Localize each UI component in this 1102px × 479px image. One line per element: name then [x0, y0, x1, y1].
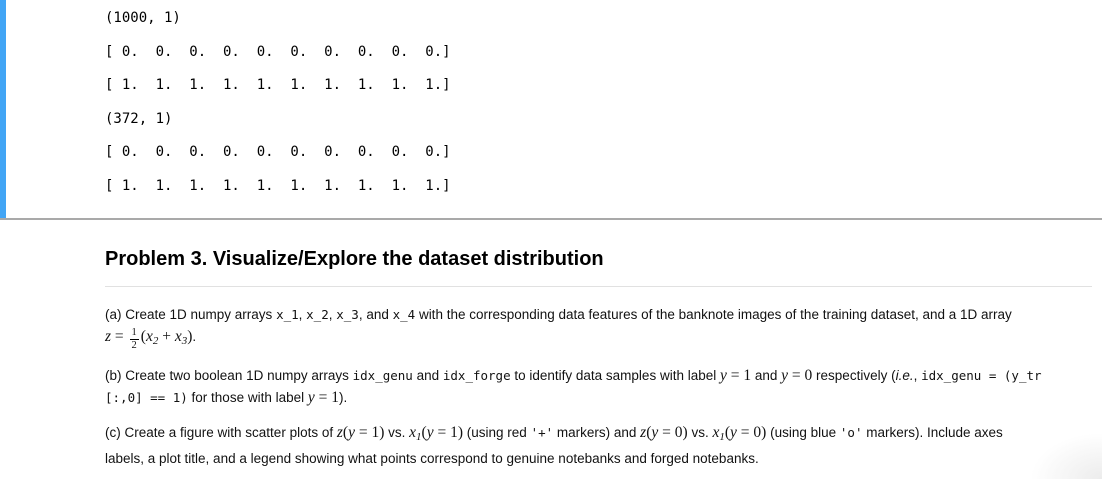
text-run: (using red [463, 425, 531, 440]
text-run: , [298, 307, 307, 322]
output-line: [ 0. 0. 0. 0. 0. 0. 0. 0. 0. 0.] [105, 43, 451, 60]
text-run: for those with label [187, 390, 308, 405]
text-run: (c) Create a figure with scatter plots of [105, 425, 337, 440]
inline-code-run: '+' [530, 425, 554, 440]
paragraph-c [105, 422, 1092, 470]
text-run: (b) Create two boolean 1D numpy arrays [105, 368, 353, 383]
math-run: x1(y = 0) [712, 424, 767, 443]
text-run: respectively ( [812, 368, 896, 383]
markdown-line [105, 422, 1092, 448]
math-run: z = [105, 328, 124, 345]
markdown-cell[interactable] [0, 220, 1102, 470]
text-run: labels, a plot title, and a legend showing what points correspond to genuine notebanks and forged notebanks. [105, 451, 759, 466]
math-run: z(y = 1) [336, 424, 385, 441]
math-run: x1(y = 1) [409, 424, 464, 443]
inline-code-run: x_1 [276, 307, 299, 322]
markdown-line [105, 365, 1092, 387]
text-run: , [328, 307, 337, 322]
text-run: . [192, 329, 197, 344]
code-cell-output[interactable] [0, 0, 1102, 220]
math-run: y = 1 [307, 389, 340, 406]
math-run: z(y = 0) [640, 424, 688, 441]
inline-code-run: x_4 [392, 307, 416, 322]
italic-text-run: i.e. [895, 368, 914, 383]
output-line: [ 1. 1. 1. 1. 1. 1. 1. 1. 1. 1.] [105, 77, 451, 93]
text-run: and [751, 368, 782, 383]
text-run: markers) and [553, 425, 641, 440]
paragraph-b [105, 365, 1092, 409]
inline-code-run: [:,0] == 1) [105, 390, 188, 405]
text-run: and [412, 368, 443, 383]
text-run: , and [358, 307, 393, 322]
output-line: (1000, 1) [105, 10, 181, 26]
math-fraction: $\frac{1}{2}$ [131, 327, 137, 351]
inline-code-run: idx_genu = (y_tr [921, 368, 1042, 383]
text-run: vs. [384, 425, 410, 440]
math-run: y = 0 [781, 367, 813, 384]
text-run: vs. [687, 425, 713, 440]
markdown-line [105, 326, 1092, 352]
inline-code-run: x_2 [306, 307, 329, 322]
text-run: , [913, 368, 922, 383]
problem-heading: Problem 3. Visualize/Explore the dataset distribution [105, 248, 604, 270]
text-run: (a) Create 1D numpy arrays [105, 307, 277, 322]
math-run: (x2 + x3) [140, 328, 193, 347]
text-run: markers). Include axes [862, 425, 1003, 440]
inline-code-run: x_3 [336, 307, 359, 322]
inline-code-run: idx_genu [352, 368, 413, 383]
output-line: [ 1. 1. 1. 1. 1. 1. 1. 1. 1. 1.] [105, 177, 451, 194]
inline-code-run: 'o' [839, 425, 863, 440]
math-run: y = 1 [719, 367, 752, 384]
markdown-body [105, 304, 1092, 470]
markdown-line [105, 448, 1092, 470]
output-line: (372, 1) [105, 110, 173, 127]
heading-rule [105, 286, 1092, 287]
markdown-line [105, 387, 1092, 409]
active-cell-indicator[interactable] [0, 0, 6, 218]
text-run: ). [339, 390, 348, 405]
paragraph-a [105, 304, 1092, 352]
inline-code-run: idx_forge [442, 368, 511, 383]
text-run: to identify data samples with label [510, 368, 720, 383]
markdown-line [105, 304, 1092, 326]
text-run: with the corresponding data features of the banknote images of the training dataset, and a 1D array [415, 307, 1012, 322]
output-area [0, 0, 1102, 203]
output-line: [ 0. 0. 0. 0. 0. 0. 0. 0. 0. 0.] [105, 144, 451, 160]
text-run: (using blue [766, 425, 840, 440]
